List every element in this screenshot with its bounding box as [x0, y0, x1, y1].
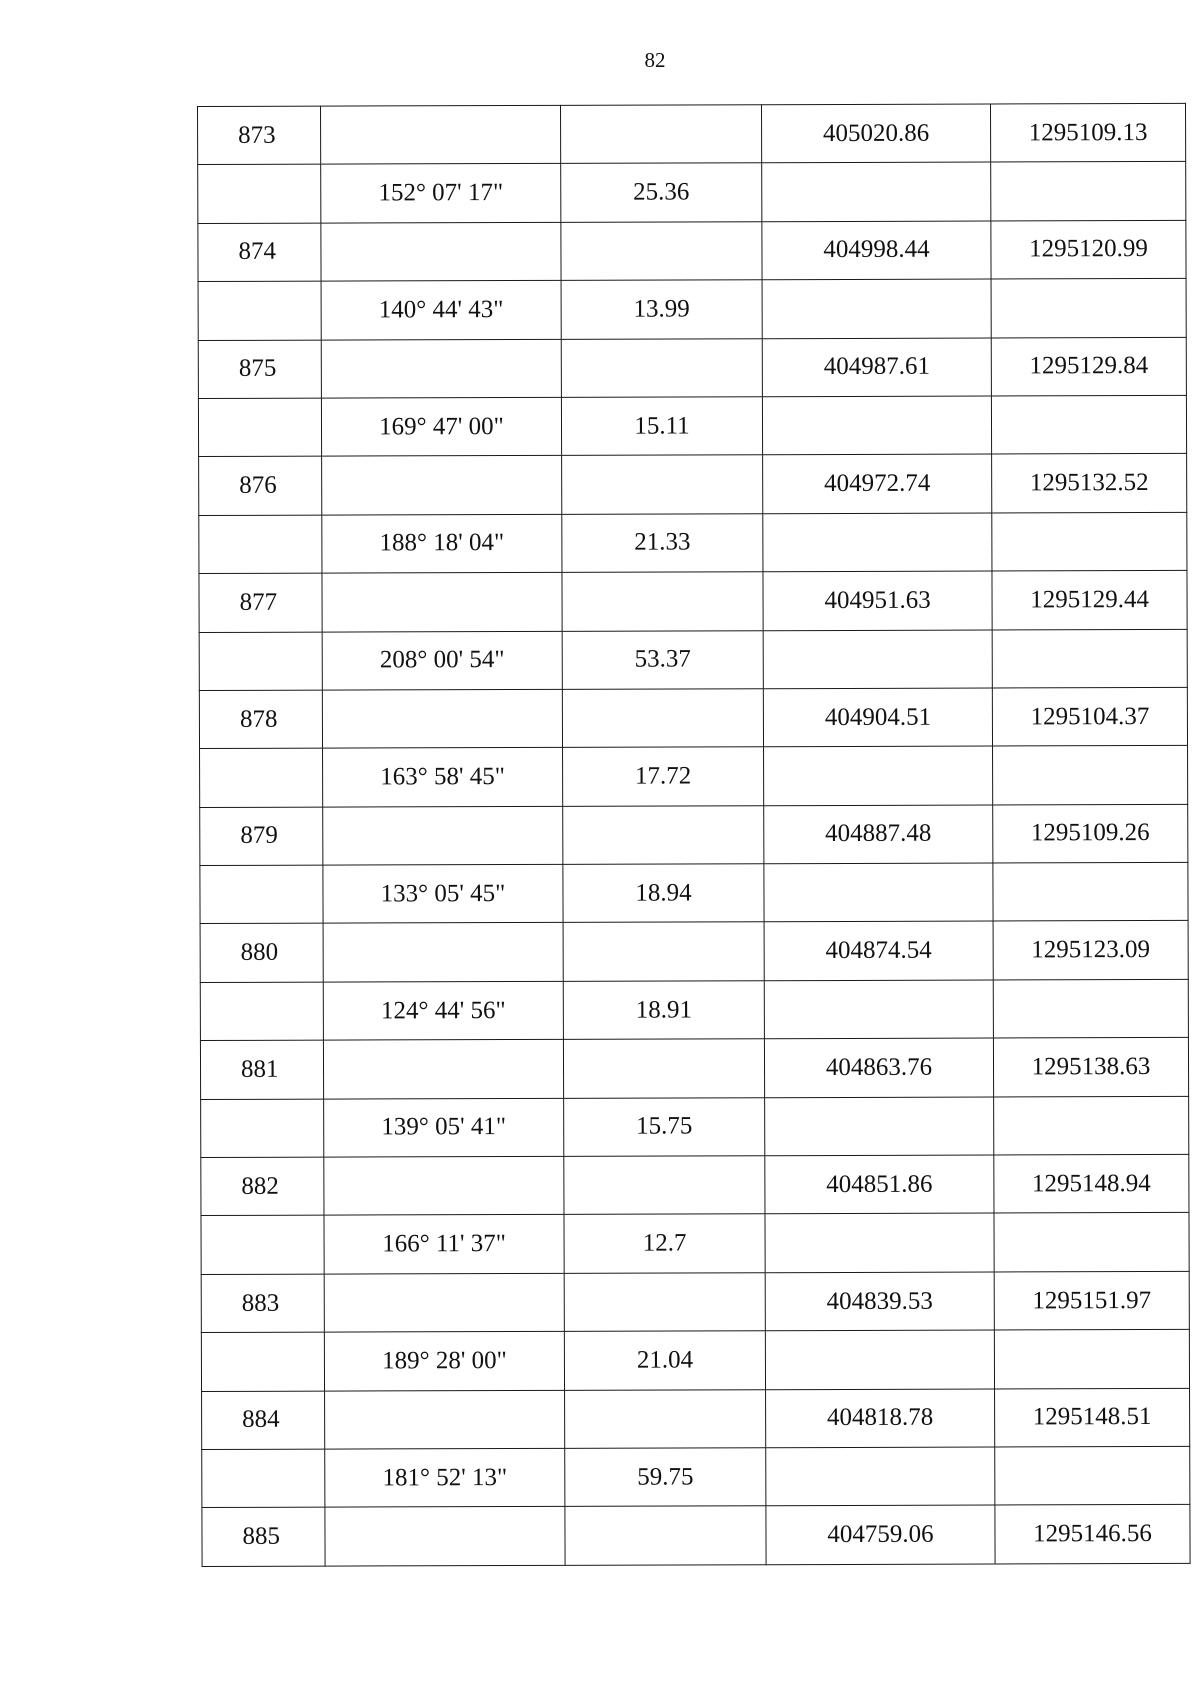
point-id-cell — [199, 632, 322, 691]
x-coordinate-cell — [762, 162, 991, 221]
bearing-cell — [321, 339, 561, 398]
distance-cell: 21.33 — [562, 513, 763, 572]
bearing-cell — [322, 572, 562, 631]
x-coordinate-cell: 404904.51 — [763, 688, 992, 747]
x-coordinate-cell — [762, 396, 991, 455]
table-row — [199, 454, 1187, 515]
point-id-cell — [201, 1332, 324, 1391]
distance-cell: 15.11 — [561, 397, 762, 456]
point-id-cell — [201, 1216, 324, 1275]
bearing-cell: 133° 05' 45" — [323, 864, 563, 923]
y-coordinate-cell — [991, 395, 1186, 454]
bearing-cell: 139° 05' 41" — [324, 1098, 564, 1157]
y-coordinate-cell — [993, 746, 1188, 805]
point-id-cell: 877 — [199, 573, 322, 632]
table-row — [200, 1038, 1188, 1099]
table-row — [198, 279, 1186, 340]
bearing-cell: 189° 28' 00" — [324, 1332, 564, 1391]
x-coordinate-cell: 404839.53 — [765, 1272, 994, 1331]
point-id-cell: 879 — [200, 807, 323, 866]
y-coordinate-cell — [995, 1446, 1190, 1505]
point-id-cell — [198, 398, 321, 457]
table-row — [201, 1213, 1189, 1274]
y-coordinate-cell — [991, 162, 1186, 221]
distance-cell — [563, 922, 764, 981]
point-id-cell: 880 — [200, 924, 323, 983]
point-id-cell — [200, 865, 323, 924]
table-row — [198, 220, 1186, 281]
table-row — [199, 629, 1187, 690]
distance-cell: 53.37 — [562, 630, 763, 689]
y-coordinate-cell — [991, 279, 1186, 338]
y-coordinate-cell — [993, 979, 1188, 1038]
bearing-cell — [321, 105, 561, 164]
x-coordinate-cell — [765, 1213, 994, 1272]
distance-cell: 15.75 — [564, 1097, 765, 1156]
table-row — [200, 921, 1188, 982]
bearing-cell: 169° 47' 00" — [321, 397, 561, 456]
point-id-cell: 876 — [199, 456, 322, 515]
y-coordinate-cell — [994, 1213, 1189, 1272]
y-coordinate-cell — [992, 512, 1187, 571]
bearing-cell: 181° 52' 13" — [325, 1448, 565, 1507]
distance-cell — [562, 572, 763, 631]
point-id-cell: 875 — [198, 340, 321, 399]
x-coordinate-cell: 405020.86 — [761, 104, 990, 163]
bearing-cell: 152° 07' 17" — [321, 164, 561, 223]
distance-cell: 59.75 — [565, 1448, 766, 1507]
y-coordinate-cell — [994, 1330, 1189, 1389]
distance-cell — [564, 1156, 765, 1215]
table-row — [198, 103, 1186, 164]
point-id-cell — [198, 165, 321, 224]
point-id-cell: 883 — [201, 1274, 324, 1333]
point-id-cell: 873 — [198, 106, 321, 165]
distance-cell: 13.99 — [561, 280, 762, 339]
bearing-cell — [323, 806, 563, 865]
table-row — [202, 1505, 1190, 1566]
table-row — [201, 1271, 1189, 1332]
distance-cell: 18.94 — [563, 864, 764, 923]
bearing-cell — [323, 923, 563, 982]
table-row — [202, 1446, 1190, 1507]
point-id-cell: 885 — [202, 1507, 325, 1566]
x-coordinate-cell: 404851.86 — [765, 1155, 994, 1214]
x-coordinate-cell: 404759.06 — [766, 1505, 995, 1564]
y-coordinate-cell: 1295104.37 — [992, 687, 1187, 746]
point-id-cell: 884 — [202, 1391, 325, 1450]
point-id-cell — [200, 748, 323, 807]
table-row — [201, 1154, 1189, 1215]
distance-cell — [560, 105, 761, 164]
y-coordinate-cell — [993, 862, 1188, 921]
coordinate-table — [197, 103, 1191, 1567]
bearing-cell — [322, 689, 562, 748]
point-id-cell — [199, 515, 322, 574]
y-coordinate-cell: 1295129.44 — [992, 571, 1187, 630]
y-coordinate-cell: 1295109.26 — [993, 804, 1188, 863]
x-coordinate-cell — [765, 1097, 994, 1156]
bearing-cell — [325, 1390, 565, 1449]
x-coordinate-cell — [764, 863, 993, 922]
distance-cell: 21.04 — [564, 1331, 765, 1390]
distance-cell: 17.72 — [563, 747, 764, 806]
x-coordinate-cell — [762, 279, 991, 338]
y-coordinate-cell: 1295138.63 — [993, 1038, 1188, 1097]
table-row — [198, 337, 1186, 398]
x-coordinate-cell: 404863.76 — [764, 1038, 993, 1097]
distance-cell — [563, 805, 764, 864]
y-coordinate-cell: 1295146.56 — [995, 1505, 1190, 1564]
point-id-cell — [202, 1449, 325, 1508]
table-row — [201, 1330, 1189, 1391]
point-id-cell: 881 — [200, 1040, 323, 1099]
point-id-cell: 882 — [201, 1157, 324, 1216]
x-coordinate-cell — [764, 746, 993, 805]
page-number: 82 — [644, 48, 666, 72]
distance-cell — [562, 455, 763, 514]
table-row — [200, 746, 1188, 807]
y-coordinate-cell: 1295109.13 — [990, 103, 1185, 162]
point-id-cell: 878 — [199, 690, 322, 749]
distance-cell — [561, 222, 762, 281]
point-id-cell: 874 — [198, 223, 321, 282]
x-coordinate-cell: 404874.54 — [764, 921, 993, 980]
y-coordinate-cell: 1295151.97 — [994, 1271, 1189, 1330]
bearing-cell: 166° 11' 37" — [324, 1215, 564, 1274]
x-coordinate-cell: 404972.74 — [763, 454, 992, 513]
bearing-cell — [324, 1156, 564, 1215]
table-row — [201, 1096, 1189, 1157]
y-coordinate-cell: 1295132.52 — [992, 454, 1187, 513]
x-coordinate-cell: 404998.44 — [762, 221, 991, 280]
y-coordinate-cell: 1295148.94 — [994, 1154, 1189, 1213]
table-row — [199, 687, 1187, 748]
bearing-cell — [322, 456, 562, 515]
distance-cell: 12.7 — [564, 1214, 765, 1273]
table-row — [200, 804, 1188, 865]
distance-cell — [562, 689, 763, 748]
x-coordinate-cell — [763, 513, 992, 572]
table-row — [200, 979, 1188, 1040]
point-id-cell — [200, 982, 323, 1041]
x-coordinate-cell: 404887.48 — [764, 805, 993, 864]
bearing-cell: 124° 44' 56" — [323, 981, 563, 1040]
bearing-cell: 140° 44' 43" — [321, 281, 561, 340]
table-row — [199, 571, 1187, 632]
y-coordinate-cell: 1295120.99 — [991, 220, 1186, 279]
x-coordinate-cell: 404987.61 — [762, 338, 991, 397]
table-row — [198, 162, 1186, 223]
table-row — [202, 1388, 1190, 1449]
y-coordinate-cell: 1295123.09 — [993, 921, 1188, 980]
x-coordinate-cell — [766, 1447, 995, 1506]
x-coordinate-cell — [763, 630, 992, 689]
bearing-cell — [321, 222, 561, 281]
bearing-cell: 208° 00' 54" — [322, 631, 562, 690]
bearing-cell — [325, 1507, 565, 1566]
distance-cell: 18.91 — [563, 981, 764, 1040]
distance-cell: 25.36 — [561, 163, 762, 222]
distance-cell — [564, 1273, 765, 1332]
point-id-cell — [201, 1099, 324, 1158]
x-coordinate-cell: 404951.63 — [763, 571, 992, 630]
x-coordinate-cell — [765, 1330, 994, 1389]
bearing-cell: 188° 18' 04" — [322, 514, 562, 573]
distance-cell — [565, 1389, 766, 1448]
x-coordinate-cell — [764, 980, 993, 1039]
table-row — [199, 512, 1187, 573]
bearing-cell — [324, 1273, 564, 1332]
bearing-cell: 163° 58' 45" — [323, 748, 563, 807]
y-coordinate-cell — [994, 1096, 1189, 1155]
distance-cell — [563, 1039, 764, 1098]
point-id-cell — [198, 281, 321, 340]
y-coordinate-cell: 1295129.84 — [991, 337, 1186, 396]
bearing-cell — [323, 1040, 563, 1099]
table-row — [200, 862, 1188, 923]
x-coordinate-cell: 404818.78 — [766, 1389, 995, 1448]
coordinate-table-body — [198, 103, 1191, 1566]
y-coordinate-cell: 1295148.51 — [995, 1388, 1190, 1447]
y-coordinate-cell — [992, 629, 1187, 688]
distance-cell — [565, 1506, 766, 1565]
table-row — [198, 395, 1186, 456]
distance-cell — [561, 338, 762, 397]
